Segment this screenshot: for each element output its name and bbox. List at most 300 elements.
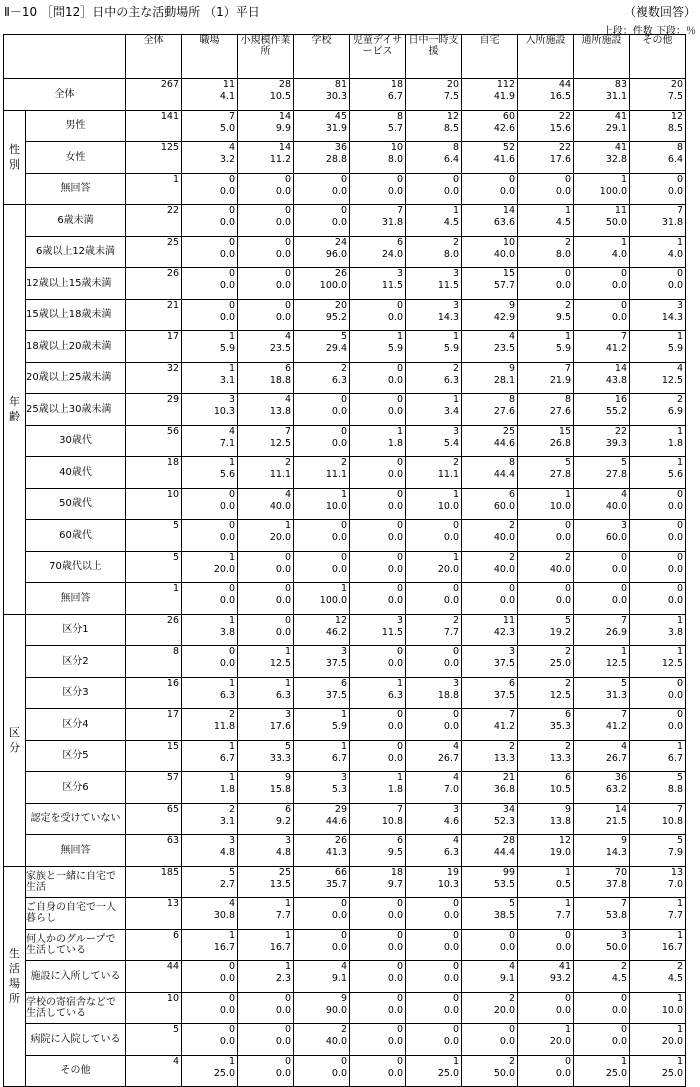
data-cell [462, 1024, 518, 1056]
table-row [4, 394, 686, 426]
cell-percent: 0.0 [443, 941, 459, 953]
cell-count: 0 [564, 173, 571, 185]
cell-count: 3 [452, 803, 459, 815]
data-cell [126, 1055, 182, 1087]
data-cell [294, 394, 350, 426]
data-cell [238, 866, 294, 898]
cell-percent: 0.0 [387, 752, 403, 764]
data-cell [294, 142, 350, 174]
cell-percent: 4.8 [275, 847, 291, 858]
row-label: 6歳未満 [26, 205, 126, 237]
cell-percent: 0.0 [331, 532, 347, 543]
cell-count: 12 [334, 614, 347, 626]
cell-percent: 3.4 [443, 406, 459, 417]
data-cell [574, 898, 630, 930]
cell-count: 4 [620, 488, 627, 500]
cell-percent: 0.0 [387, 374, 403, 386]
cell-percent: 5.9 [443, 343, 459, 354]
cell-percent: 5.0 [219, 122, 235, 134]
cell-count: 1 [452, 331, 459, 342]
cell-count: 0 [508, 929, 515, 941]
cell-percent: 20.0 [493, 1004, 515, 1016]
data-cell [294, 110, 350, 142]
data-cell [238, 583, 294, 615]
data-cell [126, 646, 182, 678]
cell-percent: 0.0 [219, 1036, 235, 1047]
cell-percent: 0.0 [387, 185, 403, 197]
cell-count: 52 [502, 142, 515, 153]
cell-count: 4 [172, 1055, 179, 1067]
cell-percent: 9.1 [331, 973, 347, 984]
cell-count: 11 [222, 79, 235, 90]
cell-count: 6 [284, 362, 291, 374]
data-cell [350, 205, 406, 237]
data-cell [126, 614, 182, 646]
data-cell [182, 866, 238, 898]
data-cell [518, 677, 574, 709]
cell-count: 1 [284, 677, 291, 689]
data-cell [462, 740, 518, 772]
data-cell [238, 898, 294, 930]
cell-percent: 26.7 [605, 752, 627, 764]
data-cell [630, 268, 686, 300]
cell-count: 0 [564, 1055, 571, 1067]
data-cell [518, 331, 574, 363]
data-cell [238, 268, 294, 300]
cell-count: 26 [334, 268, 347, 279]
cell-percent: 0.0 [219, 280, 235, 291]
data-cell [294, 205, 350, 237]
cell-count: 21 [502, 772, 515, 783]
data-cell [406, 394, 462, 426]
data-cell [238, 394, 294, 426]
cell-percent: 12.5 [269, 658, 291, 669]
cell-percent: 35.3 [549, 721, 571, 732]
data-cell [462, 614, 518, 646]
cell-percent: 28.1 [493, 374, 515, 386]
table-row [4, 961, 686, 993]
cell-count: 14 [278, 142, 291, 153]
cell-count: 8 [564, 394, 571, 405]
cell-count: 1 [228, 1055, 235, 1067]
data-cell [518, 110, 574, 142]
cell-count: 9 [340, 992, 347, 1004]
group-label-text: 区分 [9, 726, 20, 754]
cell-count: 5 [284, 740, 291, 752]
cell-count: 0 [396, 646, 403, 657]
cell-count: 5 [620, 457, 627, 468]
data-cell [182, 835, 238, 867]
data-cell [406, 583, 462, 615]
data-cell [630, 898, 686, 930]
row-label: 25歳以上30歳未満 [26, 394, 126, 426]
data-cell [238, 961, 294, 993]
cell-count: 0 [396, 898, 403, 909]
cell-count: 0 [452, 992, 459, 1004]
group-label-text: 性別 [9, 143, 20, 172]
data-cell [574, 110, 630, 142]
cell-percent: 0.0 [611, 595, 627, 606]
cell-count: 6 [508, 677, 515, 689]
cell-percent: 0.0 [555, 1067, 571, 1079]
cell-count: 2 [284, 457, 291, 468]
cell-count: 0 [452, 583, 459, 594]
cell-percent: 0.0 [331, 941, 347, 953]
data-cell [294, 646, 350, 678]
cell-count: 16 [614, 394, 627, 405]
cell-count: 0 [564, 583, 571, 594]
data-cell [350, 1055, 406, 1087]
cell-percent: 0.5 [555, 878, 571, 890]
cell-percent: 0.0 [443, 721, 459, 732]
data-cell [182, 961, 238, 993]
data-cell [350, 614, 406, 646]
cell-count: 3 [228, 394, 235, 405]
table-row [4, 709, 686, 741]
cell-percent: 41.2 [605, 721, 627, 732]
cell-count: 0 [340, 425, 347, 437]
cell-count: 2 [676, 961, 683, 972]
cell-count: 26 [166, 614, 179, 626]
cell-percent: 10.0 [437, 500, 459, 512]
cell-count: 11 [502, 614, 515, 626]
row-label: 70歳代以上 [26, 551, 126, 583]
cell-count: 125 [160, 142, 179, 153]
cell-percent: 11.5 [381, 280, 403, 291]
data-cell [126, 205, 182, 237]
data-cell [350, 268, 406, 300]
data-cell [294, 1024, 350, 1056]
cell-count: 65 [166, 803, 179, 815]
cell-percent: 0.0 [387, 721, 403, 732]
data-cell [630, 835, 686, 867]
data-cell [462, 866, 518, 898]
data-cell [518, 488, 574, 520]
cell-count: 0 [228, 520, 235, 531]
data-cell [574, 205, 630, 237]
cell-percent: 41.2 [605, 343, 627, 354]
cell-count: 1 [564, 1024, 571, 1035]
cell-count: 2 [508, 551, 515, 563]
cell-percent: 53.8 [605, 910, 627, 921]
cell-percent: 9.5 [555, 311, 571, 323]
cell-count: 4 [284, 394, 291, 405]
cell-count: 20 [670, 79, 683, 90]
cell-count: 1 [676, 929, 683, 941]
cell-count: 0 [396, 520, 403, 531]
cell-count: 1 [620, 236, 627, 248]
data-cell [294, 866, 350, 898]
data-cell [574, 929, 630, 961]
cell-percent: 9.5 [387, 847, 403, 858]
cell-count: 0 [284, 299, 291, 311]
data-cell [238, 646, 294, 678]
data-cell [350, 236, 406, 268]
data-cell [238, 740, 294, 772]
cell-percent: 50.0 [493, 1067, 515, 1079]
data-cell [462, 520, 518, 552]
cell-percent: 16.5 [549, 91, 571, 102]
cell-count: 63 [166, 835, 179, 846]
cell-count: 1 [676, 646, 683, 657]
table-row [4, 236, 686, 268]
cell-count: 1 [620, 173, 627, 185]
cell-percent: 6.3 [443, 374, 459, 386]
cell-percent: 60.0 [605, 532, 627, 543]
cell-percent: 0.0 [387, 563, 403, 575]
response-note: （複数回答） [623, 5, 696, 19]
cell-count: 141 [160, 110, 179, 122]
cell-percent: 6.3 [387, 689, 403, 701]
data-cell [462, 79, 518, 111]
data-cell [406, 866, 462, 898]
cell-percent: 3.1 [219, 374, 235, 386]
row-label: 家族と一緒に自宅で生活 [26, 866, 126, 898]
cell-percent: 0.0 [611, 311, 627, 323]
data-cell [574, 646, 630, 678]
data-cell [630, 929, 686, 961]
cell-count: 8 [452, 142, 459, 153]
data-cell [518, 394, 574, 426]
cell-count: 8 [508, 394, 515, 405]
cell-percent: 0.0 [275, 595, 291, 606]
cell-count: 3 [396, 268, 403, 279]
cell-percent: 3.1 [219, 815, 235, 827]
data-cell [294, 772, 350, 804]
table-row [4, 488, 686, 520]
cell-percent: 29.1 [605, 122, 627, 134]
cell-count: 7 [284, 425, 291, 437]
cell-count: 5 [172, 1024, 179, 1035]
cell-count: 1 [676, 1055, 683, 1067]
data-cell [630, 646, 686, 678]
column-header: 全体 [126, 35, 182, 79]
cell-count: 10 [166, 488, 179, 500]
cell-percent: 31.8 [661, 217, 683, 228]
cell-percent: 5.9 [219, 343, 235, 354]
cell-count: 1 [396, 772, 403, 783]
data-cell [294, 1055, 350, 1087]
cell-percent: 20.0 [549, 1036, 571, 1047]
cell-percent: 31.8 [381, 217, 403, 228]
data-cell [518, 1024, 574, 1056]
cell-percent: 13.8 [549, 815, 571, 827]
cell-percent: 50.0 [605, 941, 627, 953]
cell-count: 2 [452, 614, 459, 626]
cell-count: 1 [564, 488, 571, 500]
cell-percent: 3.8 [219, 626, 235, 638]
cell-percent: 95.2 [325, 311, 347, 323]
cell-percent: 0.0 [275, 563, 291, 575]
column-header: 小規模作業所 [238, 35, 294, 79]
cell-count: 3 [508, 646, 515, 657]
data-cell [518, 583, 574, 615]
cell-percent: 7.0 [667, 878, 683, 890]
cell-count: 2 [564, 677, 571, 689]
cell-percent: 0.0 [443, 1036, 459, 1047]
data-cell [350, 551, 406, 583]
cell-percent: 41.9 [493, 91, 515, 102]
data-cell [630, 173, 686, 205]
cell-percent: 11.5 [437, 280, 459, 291]
data-cell [406, 331, 462, 363]
data-cell [294, 362, 350, 394]
cell-count: 0 [620, 551, 627, 563]
cell-percent: 40.0 [493, 563, 515, 575]
cell-count: 83 [614, 79, 627, 90]
cell-percent: 44.6 [325, 815, 347, 827]
cell-count: 1 [340, 740, 347, 752]
data-cell [182, 425, 238, 457]
cell-count: 6 [564, 772, 571, 783]
data-cell [630, 551, 686, 583]
table-row [4, 299, 686, 331]
data-cell [518, 803, 574, 835]
data-cell [182, 299, 238, 331]
data-cell [630, 709, 686, 741]
cell-percent: 0.0 [611, 280, 627, 291]
cell-percent: 0.0 [331, 406, 347, 417]
table-row [4, 1055, 686, 1087]
cell-percent: 0.0 [443, 910, 459, 921]
cell-count: 0 [340, 551, 347, 563]
cell-percent: 10.5 [549, 784, 571, 795]
data-cell [350, 425, 406, 457]
cell-count: 18 [166, 457, 179, 468]
cell-percent: 26.9 [605, 626, 627, 638]
cell-percent: 0.0 [275, 1067, 291, 1079]
data-cell [294, 236, 350, 268]
data-cell [574, 79, 630, 111]
cell-count: 1 [284, 929, 291, 941]
cell-percent: 0.0 [331, 217, 347, 228]
cell-percent: 11.2 [269, 154, 291, 165]
cell-count: 0 [284, 268, 291, 279]
data-cell [350, 866, 406, 898]
cell-percent: 11.1 [269, 469, 291, 480]
cell-count: 1 [228, 457, 235, 468]
cell-count: 6 [284, 803, 291, 815]
data-cell [126, 394, 182, 426]
row-label: 15歳以上18歳未満 [26, 299, 126, 331]
data-cell [574, 740, 630, 772]
data-cell [182, 614, 238, 646]
cell-percent: 0.0 [219, 658, 235, 669]
cell-count: 5 [172, 551, 179, 563]
page-title: Ⅱ－10 ［問12］日中の主な活動場所 （1）平日 [4, 5, 260, 19]
cell-count: 14 [278, 110, 291, 122]
data-cell [350, 488, 406, 520]
cell-count: 0 [396, 173, 403, 185]
cell-count: 0 [396, 457, 403, 468]
cell-count: 12 [558, 835, 571, 846]
cell-count: 44 [166, 961, 179, 972]
data-cell [350, 394, 406, 426]
cell-count: 3 [676, 299, 683, 311]
cell-percent: 4.1 [219, 91, 235, 102]
cell-percent: 40.0 [605, 500, 627, 512]
cell-count: 17 [166, 331, 179, 342]
data-cell [406, 1055, 462, 1087]
cell-count: 22 [558, 142, 571, 153]
cell-count: 1 [284, 520, 291, 531]
cell-percent: 0.0 [275, 1036, 291, 1047]
cell-percent: 33.3 [269, 752, 291, 764]
data-cell [462, 551, 518, 583]
cell-count: 1 [676, 614, 683, 626]
table-row [4, 268, 686, 300]
data-cell [126, 268, 182, 300]
cell-count: 15 [166, 740, 179, 752]
cell-count: 2 [228, 803, 235, 815]
row-label: 認定を受けていない [26, 803, 126, 835]
table-row [4, 992, 686, 1024]
cell-count: 3 [284, 835, 291, 846]
data-cell [350, 1024, 406, 1056]
cell-percent: 25.0 [661, 1067, 683, 1079]
data-cell [350, 929, 406, 961]
cell-count: 9 [508, 299, 515, 311]
data-cell [462, 961, 518, 993]
cell-count: 7 [620, 614, 627, 626]
data-cell [462, 331, 518, 363]
cell-count: 5 [676, 835, 683, 846]
cell-count: 25 [278, 866, 291, 878]
cell-count: 0 [396, 929, 403, 941]
cell-percent: 7.7 [275, 910, 291, 921]
row-label: 区分6 [26, 772, 126, 804]
data-cell [574, 992, 630, 1024]
row-label: 12歳以上15歳未満 [26, 268, 126, 300]
cell-count: 2 [452, 236, 459, 248]
cell-percent: 6.7 [219, 752, 235, 764]
cell-count: 0 [228, 205, 235, 216]
row-label: 女性 [26, 142, 126, 174]
cell-count: 7 [396, 803, 403, 815]
cell-count: 1 [228, 740, 235, 752]
data-cell [518, 866, 574, 898]
cell-count: 5 [228, 866, 235, 878]
cell-percent: 0.0 [387, 910, 403, 921]
data-cell [182, 488, 238, 520]
data-cell [518, 173, 574, 205]
data-cell [238, 79, 294, 111]
cell-percent: 0.0 [219, 595, 235, 606]
data-cell [238, 709, 294, 741]
cell-percent: 10.0 [325, 500, 347, 512]
cell-count: 0 [340, 1055, 347, 1067]
data-cell [462, 268, 518, 300]
data-cell [294, 835, 350, 867]
cell-count: 6 [172, 929, 179, 941]
cell-count: 9 [284, 772, 291, 783]
cell-percent: 100.0 [599, 185, 627, 197]
cell-count: 6 [396, 236, 403, 248]
cell-count: 4 [340, 961, 347, 972]
cell-count: 5 [172, 520, 179, 531]
cell-count: 18 [390, 866, 403, 878]
cell-percent: 40.0 [549, 563, 571, 575]
cell-count: 4 [676, 362, 683, 374]
cell-percent: 12.5 [661, 658, 683, 669]
data-cell [182, 394, 238, 426]
data-cell [238, 488, 294, 520]
cell-count: 0 [676, 520, 683, 531]
data-cell [462, 1055, 518, 1087]
cell-percent: 60.0 [493, 500, 515, 512]
cell-count: 7 [620, 898, 627, 909]
data-cell [238, 362, 294, 394]
